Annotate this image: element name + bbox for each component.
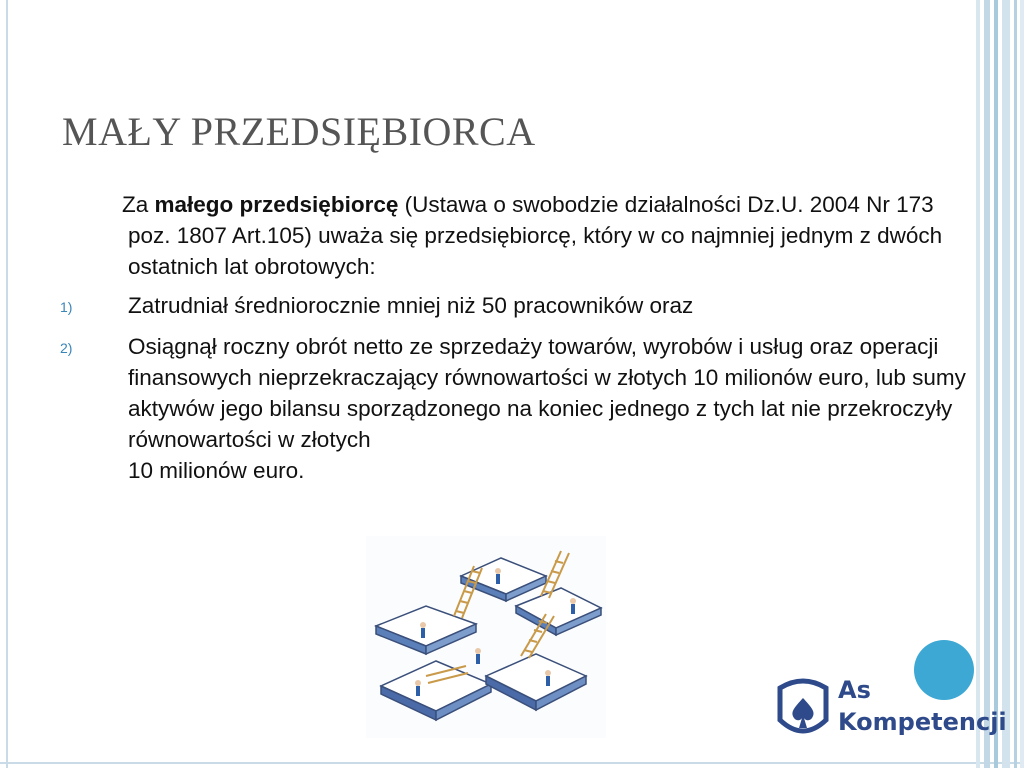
logo-text-line2: Kompetencji bbox=[838, 708, 1007, 736]
list-item-text-end: 10 milionów euro. bbox=[128, 458, 305, 483]
intro-rest: (Ustawa o swobodzie działalności Dz.U. 2004 Nr 173 poz. 1807 Art.105) uważa się przedsiębiorcę, który w co najmniej jednym z dwóch ostatnich lat obrotowych: bbox=[128, 192, 943, 279]
books-ladders-illustration bbox=[366, 536, 606, 738]
intro-bold: małego przedsiębiorcę bbox=[154, 192, 399, 217]
slide-title: MAŁY PRZEDSIĘBIORCA bbox=[62, 109, 536, 154]
bottom-border-line bbox=[0, 762, 1024, 764]
intro-prefix: Za bbox=[122, 192, 155, 217]
spade-card-icon bbox=[770, 676, 836, 744]
logo-text-line1: As bbox=[838, 676, 871, 704]
right-decorative-stripes bbox=[976, 0, 1024, 768]
list-number: 2) bbox=[60, 340, 73, 356]
list-number: 1) bbox=[60, 299, 73, 315]
logo bbox=[770, 676, 1007, 744]
list-item-text bbox=[128, 331, 966, 486]
left-border-line bbox=[6, 0, 8, 768]
list-item-text: Zatrudniał średniorocznie mniej niż 50 pracowników oraz bbox=[128, 293, 694, 318]
intro-paragraph bbox=[122, 189, 958, 282]
list-item-text-main: Osiągnął roczny obrót netto ze sprzedaży towarów, wyrobów i usług oraz operacji finansowych nieprzekraczający równowartości w złotych 10 milionów euro, lub sumy aktywów jego bilansu sporządzonego na koniec jednego z tych lat nie przekroczyły równowartości w złotych bbox=[128, 334, 966, 452]
